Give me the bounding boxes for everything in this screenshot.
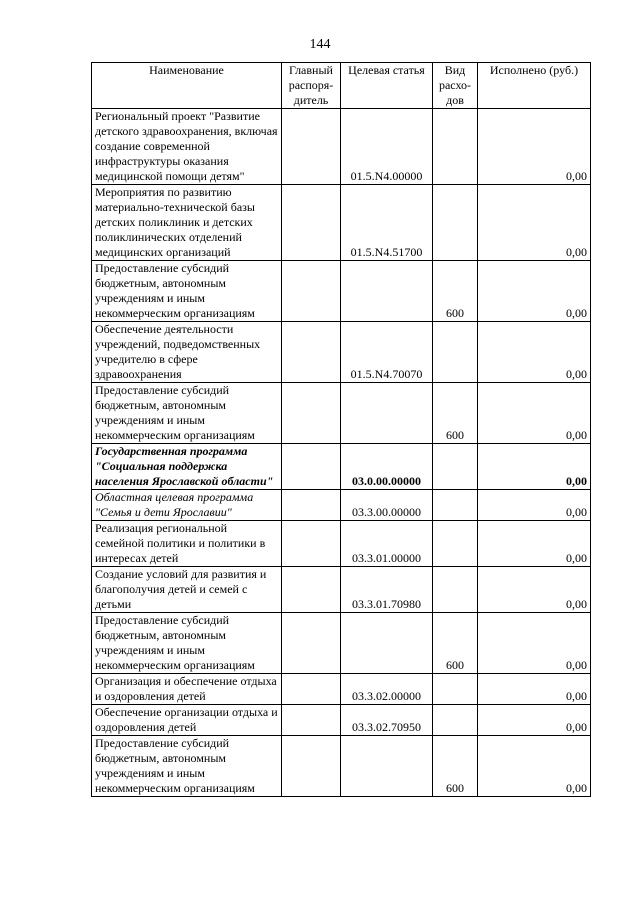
row-main-administrator-cell xyxy=(282,109,341,185)
table-row xyxy=(92,444,591,490)
row-target-article-cell: 03.3.00.00000 xyxy=(341,490,433,521)
row-executed-cell: 0,00 xyxy=(478,674,591,705)
header-name: Наименование xyxy=(92,63,282,109)
row-executed-cell: 0,00 xyxy=(478,383,591,444)
row-main-administrator-cell xyxy=(282,444,341,490)
row-expense-type-cell: 600 xyxy=(433,383,478,444)
row-main-administrator-cell xyxy=(282,185,341,261)
budget-execution-table xyxy=(91,62,591,797)
row-target-article-cell: 03.0.00.00000 xyxy=(341,444,433,490)
row-target-article-cell: 03.3.02.70950 xyxy=(341,705,433,736)
row-name-cell: Обеспечение организации отдыха и оздоровления детей xyxy=(92,705,282,736)
row-target-article-cell: 01.5.N4.51700 xyxy=(341,185,433,261)
row-target-article-cell: 03.3.01.70980 xyxy=(341,567,433,613)
row-expense-type-cell xyxy=(433,674,478,705)
row-executed-cell: 0,00 xyxy=(478,444,591,490)
row-name-cell: Предоставление субсидий бюджетным, автономным учреждениям и иным некоммерческим организациям xyxy=(92,383,282,444)
table-row xyxy=(92,490,591,521)
row-expense-type-cell xyxy=(433,322,478,383)
header-target-article: Целевая статья xyxy=(341,63,433,109)
row-expense-type-cell xyxy=(433,490,478,521)
table-row xyxy=(92,567,591,613)
table-header-row xyxy=(92,63,591,109)
row-expense-type-cell xyxy=(433,109,478,185)
row-executed-cell: 0,00 xyxy=(478,109,591,185)
row-expense-type-cell: 600 xyxy=(433,736,478,797)
row-name-cell: Предоставление субсидий бюджетным, автономным учреждениям и иным некоммерческим организациям xyxy=(92,736,282,797)
row-expense-type-cell xyxy=(433,705,478,736)
header-executed: Исполнено (руб.) xyxy=(478,63,591,109)
row-target-article-cell xyxy=(341,613,433,674)
row-expense-type-cell: 600 xyxy=(433,613,478,674)
header-main-administrator: Главный распоря-дитель xyxy=(282,63,341,109)
row-expense-type-cell xyxy=(433,444,478,490)
row-name-cell: Реализация региональной семейной политики и политики в интересах детей xyxy=(92,521,282,567)
row-name-cell: Государственная программа "Социальная поддержка населения Ярославской области" xyxy=(92,444,282,490)
row-main-administrator-cell xyxy=(282,736,341,797)
table-row xyxy=(92,521,591,567)
table-row xyxy=(92,109,591,185)
row-main-administrator-cell xyxy=(282,322,341,383)
row-main-administrator-cell xyxy=(282,705,341,736)
row-executed-cell: 0,00 xyxy=(478,322,591,383)
row-name-cell: Создание условий для развития и благополучия детей и семей с детьми xyxy=(92,567,282,613)
row-executed-cell: 0,00 xyxy=(478,567,591,613)
row-executed-cell: 0,00 xyxy=(478,490,591,521)
row-executed-cell: 0,00 xyxy=(478,736,591,797)
row-name-cell: Областная целевая программа "Семья и дети Ярославии" xyxy=(92,490,282,521)
page-number: 144 xyxy=(309,37,331,52)
table-body xyxy=(92,109,591,797)
row-executed-cell: 0,00 xyxy=(478,185,591,261)
row-target-article-cell: 01.5.N4.00000 xyxy=(341,109,433,185)
row-expense-type-cell xyxy=(433,185,478,261)
table-row xyxy=(92,322,591,383)
table-row xyxy=(92,383,591,444)
table-row xyxy=(92,261,591,322)
row-expense-type-cell xyxy=(433,521,478,567)
row-name-cell: Предоставление субсидий бюджетным, автономным учреждениям и иным некоммерческим организациям xyxy=(92,261,282,322)
row-executed-cell: 0,00 xyxy=(478,613,591,674)
row-main-administrator-cell xyxy=(282,261,341,322)
table-row xyxy=(92,674,591,705)
table-row xyxy=(92,613,591,674)
row-main-administrator-cell xyxy=(282,383,341,444)
row-target-article-cell xyxy=(341,736,433,797)
row-expense-type-cell: 600 xyxy=(433,261,478,322)
row-executed-cell: 0,00 xyxy=(478,521,591,567)
row-name-cell: Мероприятия по развитию материально-технической базы детских поликлиник и детских поликлинических отделений медицинских организаций xyxy=(92,185,282,261)
row-main-administrator-cell xyxy=(282,674,341,705)
row-target-article-cell: 03.3.01.00000 xyxy=(341,521,433,567)
row-executed-cell: 0,00 xyxy=(478,261,591,322)
table-row xyxy=(92,705,591,736)
table-row xyxy=(92,736,591,797)
row-expense-type-cell xyxy=(433,567,478,613)
row-main-administrator-cell xyxy=(282,613,341,674)
row-name-cell: Обеспечение деятельности учреждений, подведомственных учредителю в сфере здравоохранения xyxy=(92,322,282,383)
row-name-cell: Региональный проект "Развитие детского здравоохранения, включая создание современной инфраструктуры оказания медицинской помощи детям" xyxy=(92,109,282,185)
row-name-cell: Предоставление субсидий бюджетным, автономным учреждениям и иным некоммерческим организациям xyxy=(92,613,282,674)
row-target-article-cell: 01.5.N4.70070 xyxy=(341,322,433,383)
row-main-administrator-cell xyxy=(282,521,341,567)
row-main-administrator-cell xyxy=(282,490,341,521)
table-row xyxy=(92,185,591,261)
row-target-article-cell: 03.3.02.00000 xyxy=(341,674,433,705)
row-name-cell: Организация и обеспечение отдыха и оздоровления детей xyxy=(92,674,282,705)
header-expense-type: Вид расхо-дов xyxy=(433,63,478,109)
row-target-article-cell xyxy=(341,261,433,322)
row-main-administrator-cell xyxy=(282,567,341,613)
row-target-article-cell xyxy=(341,383,433,444)
row-executed-cell: 0,00 xyxy=(478,705,591,736)
